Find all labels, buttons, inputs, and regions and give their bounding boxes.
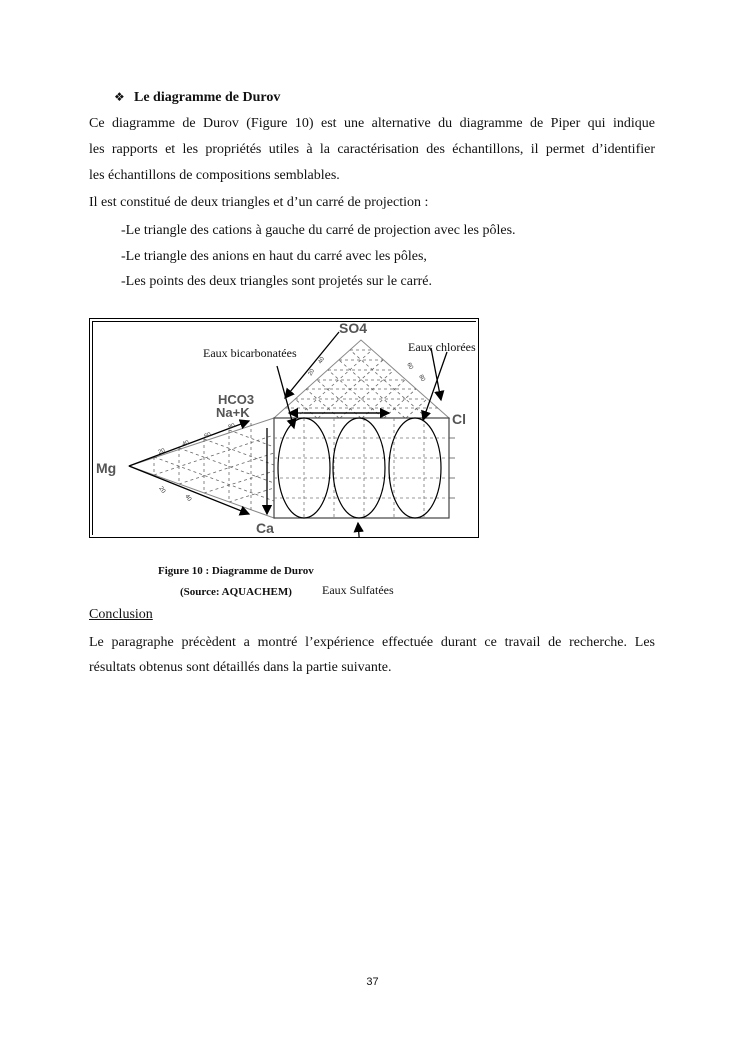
label-bicarbonated-waters: Eaux bicarbonatées [203,346,297,360]
section-heading [114,90,280,106]
intro-line-2: les rapports et les propriétés utiles à la caractérisation des échantillons, il permet d’identifier [89,142,655,157]
scale-label-40: 40 [181,439,190,448]
ellipse-right [389,418,441,518]
arrow-mg-bottom [129,466,249,514]
page-number: 37 [366,976,379,988]
pole-so4: SO4 [339,320,368,336]
scale-label-60: 60 [203,431,212,440]
pole-mg: Mg [96,460,117,476]
diamond-bullet-icon: ❖ [114,90,125,104]
figure-caption: Figure 10 : Diagramme de Durov [158,565,314,577]
pole-nak: Na+K [216,405,250,420]
arrow-bicarbonated [277,366,294,428]
section-title: Le diagramme de Durov [134,90,281,105]
water-group-ellipses [278,418,441,518]
structure-item-2: -Le triangle des anions en haut du carré avec les pôles, [121,249,427,264]
conclusion-line-1: Le paragraphe précèdent a montré l’expérience effectuée durant ce travail de recherche. Les [89,635,655,650]
structure-lead: Il est constitué de deux triangles et d’un carré de projection : [89,195,429,210]
label-chlorinated-waters: Eaux chlorées [408,340,476,354]
conclusion-line-2: résultats obtenus sont détaillés dans la partie suivante. [89,660,392,675]
figure-source: (Source: AQUACHEM) [180,586,292,598]
projection-square [274,418,455,518]
structure-item-1: -Le triangle des cations à gauche du carré de projection avec les pôles. [121,223,516,238]
arrow-sulfated [358,523,362,538]
scale-label-80: 80 [227,422,236,431]
arrow-chlorinated [423,352,447,420]
ellipse-middle [333,418,385,518]
arrow-so4-edge [285,332,339,398]
label-sulfated-waters: Eaux Sulfatées [322,583,394,597]
scale-label-cat-40: 40 [183,493,193,503]
cation-triangle [129,418,274,518]
pole-cl: Cl [452,411,466,427]
scale-label-cat-20: 20 [157,485,167,495]
pole-hco3: HCO3 [218,392,255,407]
pole-ca: Ca [256,520,274,536]
scale-label-an-40: 40 [317,356,327,365]
structure-item-3: -Les points des deux triangles sont projetés sur le carré. [121,274,433,289]
scale-label-20: 20 [157,447,166,456]
conclusion-title: Conclusion [89,607,153,622]
scale-label-an-20: 20 [307,368,317,377]
intro-line-3: les échantillons de compositions semblables. [89,168,340,183]
scale-label-an-60: 60 [405,362,414,371]
intro-line-1: Ce diagramme de Durov (Figure 10) est une alternative du diagramme de Piper qui indique [89,116,655,131]
scale-label-an-80: 80 [417,374,426,383]
